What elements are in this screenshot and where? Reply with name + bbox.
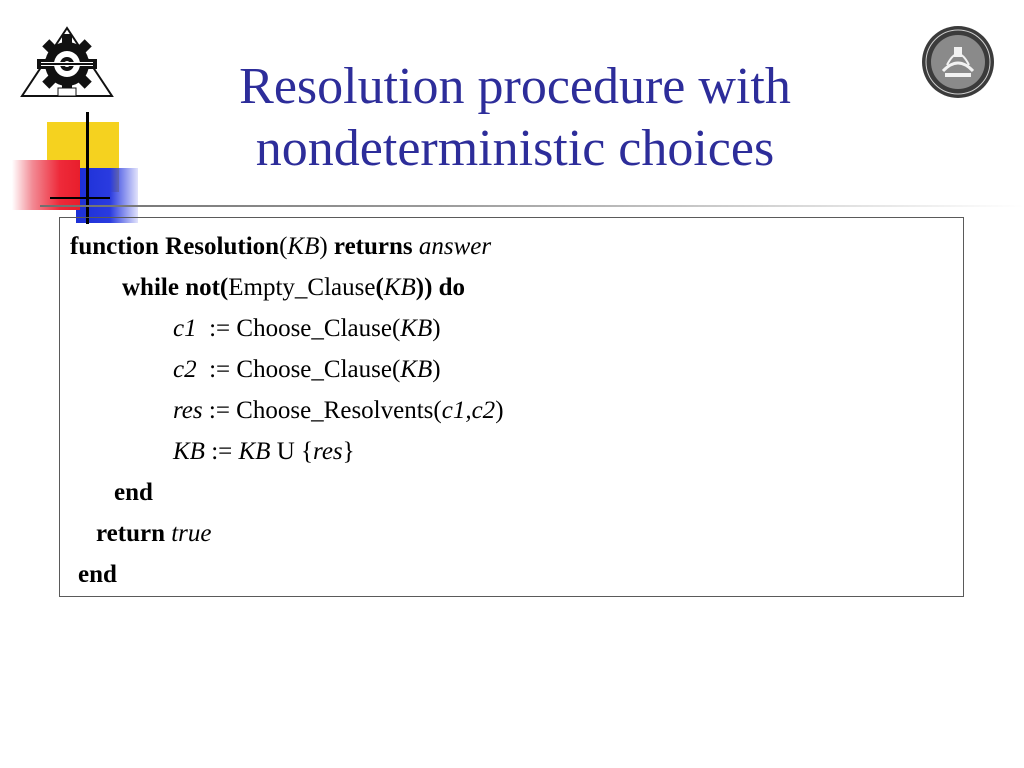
gear-emblem-icon [20,26,115,102]
code-variable: c1,c2 [441,397,496,424]
university-seal-icon [921,25,995,99]
code-variable: true [164,520,212,547]
code-line-7 [114,478,153,508]
code-text: ) [432,315,441,342]
code-text: := Choose_Clause( [196,356,401,383]
decor-short-line [50,197,110,199]
decor-vertical-line [86,112,89,224]
pseudocode-box [59,217,964,597]
slide-title-line-1: Resolution procedure with [239,58,791,115]
code-keyword: end [114,479,153,506]
code-line-2 [122,273,465,303]
code-variable: answer [412,233,492,260]
code-line-5 [173,396,504,426]
code-line-9 [78,560,117,590]
code-variable: res [313,438,343,465]
code-variable: KB [400,356,433,383]
code-text: ( [279,233,288,260]
code-keyword: returns [327,233,413,260]
slide-title [120,56,910,180]
title-divider-line [40,205,1024,207]
code-variable: c1 [173,315,197,342]
code-text: ) [319,233,328,260]
code-variable: c2 [173,356,197,383]
decor-red-square [12,160,80,210]
code-variable: res [173,397,203,424]
code-line-4 [173,355,441,385]
code-variable: KB [287,233,320,260]
code-text: := [204,438,239,465]
code-text: ) [432,356,441,383]
code-keyword: while not( [122,274,229,301]
code-text: ) [495,397,504,424]
code-text: Empty_Clause [228,274,376,301]
code-keyword: return [96,520,165,547]
code-line-1 [70,232,491,262]
slide-title-line-2: nondeterministic choices [255,120,775,177]
code-keyword: )) do [415,274,466,301]
code-variable: KB [383,274,416,301]
code-variable: KB [400,315,433,342]
code-keyword: ( [375,274,384,301]
code-keyword: end [78,561,117,588]
code-line-3 [173,314,441,344]
code-text: := Choose_Clause( [196,315,401,342]
code-keyword: function Resolution [70,233,280,260]
code-text: U { [270,438,314,465]
code-text: } [342,438,355,465]
code-line-6 [173,437,355,467]
code-text: := Choose_Resolvents( [202,397,442,424]
code-variable: KB [238,438,271,465]
code-variable: KB [173,438,205,465]
code-line-8 [96,519,212,549]
